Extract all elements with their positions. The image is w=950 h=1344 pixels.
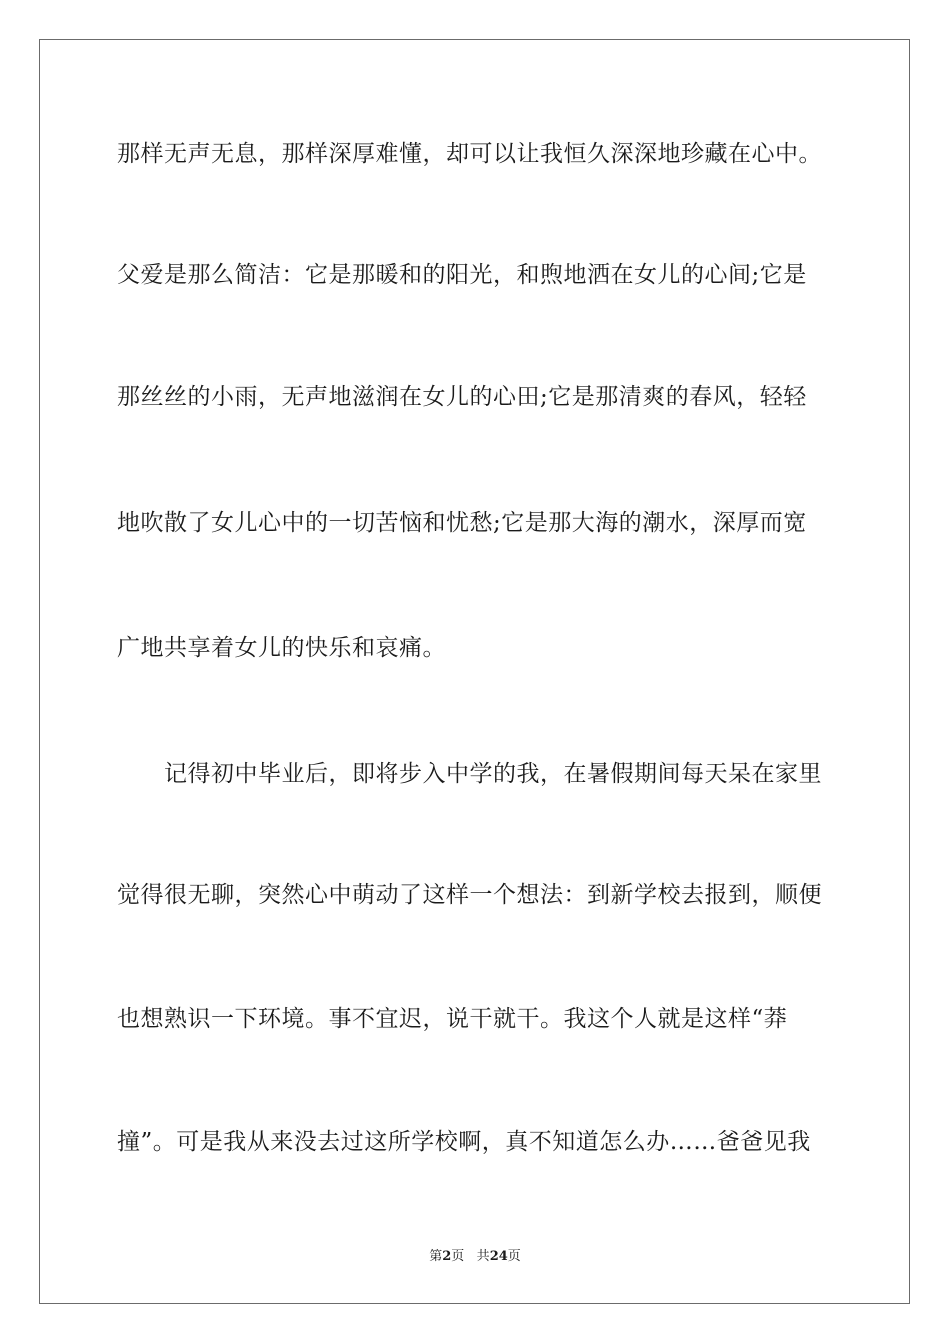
text-line-4: 地吹散了女儿心中的一切苦恼和忧愁;它是那大海的潮水，深厚而宽 xyxy=(117,510,807,536)
footer-total-prefix: 共 xyxy=(476,1249,490,1264)
page-border xyxy=(39,39,910,1304)
text-line-8: 也想熟识一下环境。事不宜迟，说干就干。我这个人就是这样“莽 xyxy=(117,1006,788,1032)
footer-page-prefix: 第 xyxy=(429,1249,443,1264)
text-line-2: 父爱是那么简洁：它是那暖和的阳光，和煦地洒在女儿的心间;它是 xyxy=(117,262,807,288)
footer-total-suffix: 页 xyxy=(507,1249,521,1264)
text-line-5: 广地共享着女儿的快乐和哀痛。 xyxy=(117,635,446,661)
footer-total-pages: 24 xyxy=(489,1249,508,1264)
text-line-1: 那样无声无息，那样深厚难懂，却可以让我恒久深深地珍藏在心中。 xyxy=(117,141,822,167)
footer-page-number: 2 xyxy=(442,1249,452,1264)
paragraph-indent-line: 记得初中毕业后，即将步入中学的我，在暑假期间每天呆在家里 xyxy=(164,761,822,787)
footer-page-suffix: 页 xyxy=(451,1249,465,1264)
text-line-7: 觉得很无聊，突然心中萌动了这样一个想法：到新学校去报到，顺便 xyxy=(117,882,822,908)
page-footer xyxy=(0,1245,950,1264)
text-line-3: 那丝丝的小雨，无声地滋润在女儿的心田;它是那清爽的春风，轻轻 xyxy=(117,384,807,410)
text-line-9: 撞”。可是我从来没去过这所学校啊，真不知道怎么办……爸爸见我 xyxy=(117,1129,811,1155)
